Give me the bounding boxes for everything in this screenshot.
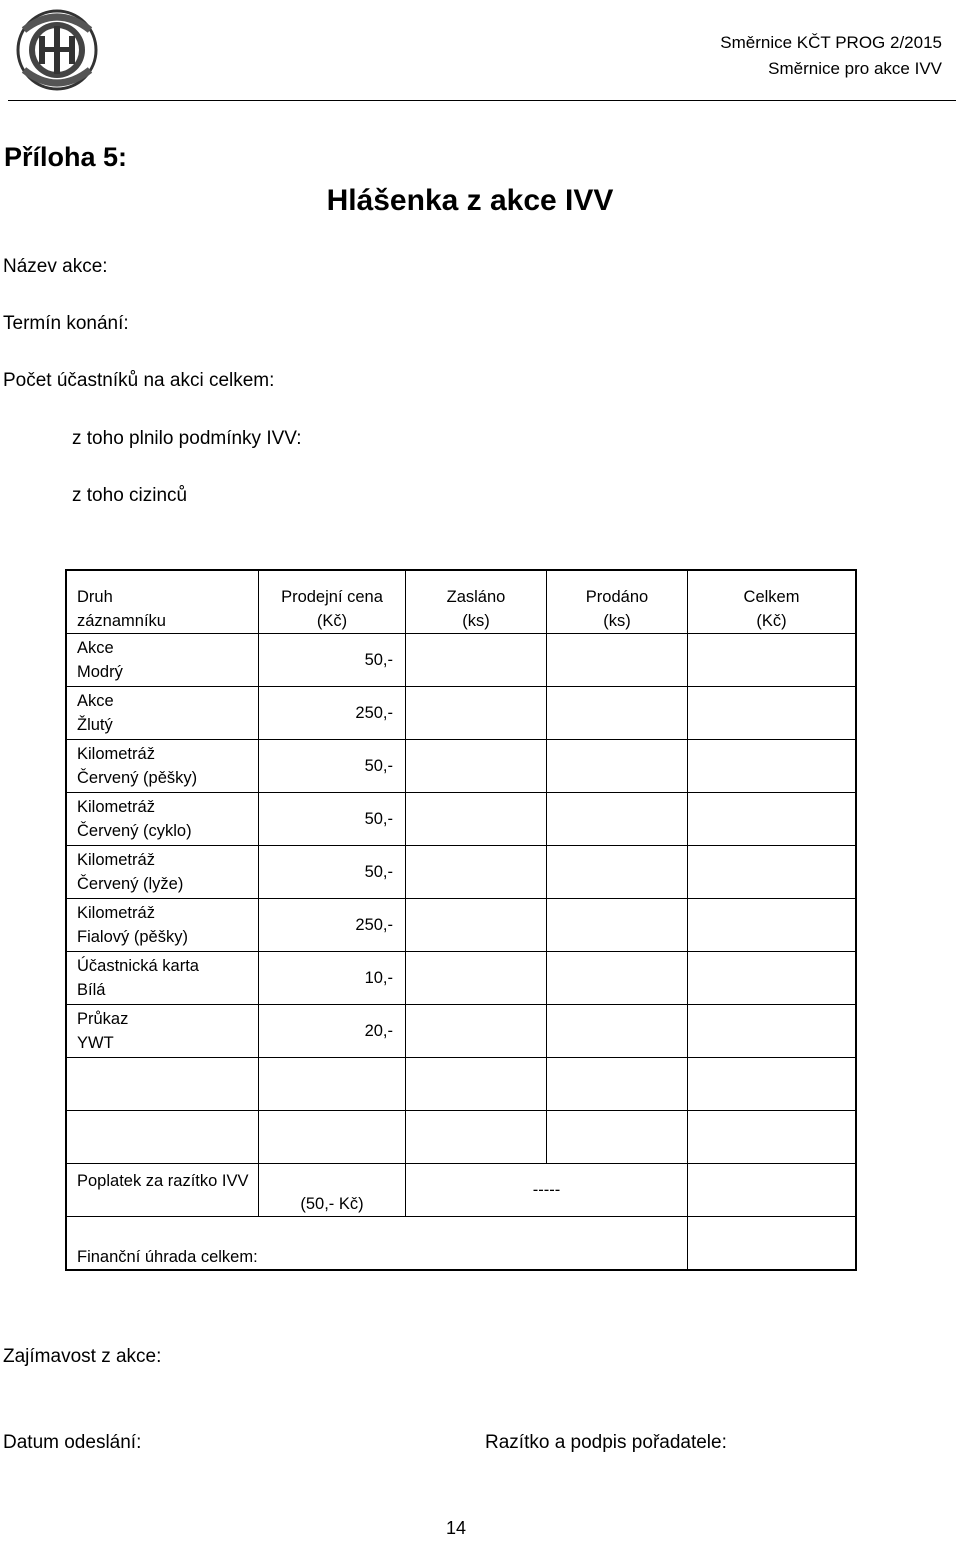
total-cell[interactable] <box>688 634 857 687</box>
table-row <box>66 952 856 1005</box>
price-cell: 50,- <box>259 740 406 793</box>
kct-logo <box>12 8 102 92</box>
sold-cell[interactable] <box>547 952 688 1005</box>
col-header-sent: Zasláno (ks) <box>406 570 547 634</box>
empty-cell[interactable] <box>66 1058 259 1111</box>
sold-cell[interactable] <box>547 793 688 846</box>
fee-label: Poplatek za razítko IVV <box>66 1164 259 1217</box>
grand-total-cell[interactable] <box>688 1217 857 1270</box>
col-header-total: Celkem (Kč) <box>688 570 857 634</box>
price-cell: 10,- <box>259 952 406 1005</box>
sold-cell[interactable] <box>547 1005 688 1058</box>
sent-date-label: Datum odeslání: <box>3 1432 142 1453</box>
empty-cell[interactable] <box>406 1111 547 1164</box>
type-cell: Průkaz YWT <box>66 1005 259 1058</box>
price-cell: 50,- <box>259 846 406 899</box>
total-label: Finanční úhrada celkem: <box>66 1217 688 1270</box>
empty-cell[interactable] <box>688 1111 857 1164</box>
total-cell[interactable] <box>688 952 857 1005</box>
sold-cell[interactable] <box>547 687 688 740</box>
fee-total-cell[interactable] <box>688 1164 857 1217</box>
form-title: Hlášenka z akce IVV <box>326 184 614 217</box>
sold-cell[interactable] <box>547 899 688 952</box>
fee-dash: ----- <box>406 1164 688 1217</box>
sent-cell[interactable] <box>406 793 547 846</box>
total-row <box>66 1217 856 1270</box>
empty-row <box>66 1111 856 1164</box>
table-row <box>66 899 856 952</box>
empty-cell[interactable] <box>406 1058 547 1111</box>
sent-cell[interactable] <box>406 740 547 793</box>
header-divider <box>8 100 956 101</box>
type-cell: Kilometráž Fialový (pěšky) <box>66 899 259 952</box>
stamp-signature-label: Razítko a podpis pořadatele: <box>485 1432 727 1453</box>
col-header-type: Druh záznamníku <box>66 570 259 634</box>
empty-cell[interactable] <box>547 1058 688 1111</box>
price-cell: 50,- <box>259 793 406 846</box>
interest-label: Zajímavost z akce: <box>3 1346 162 1367</box>
price-cell: 50,- <box>259 634 406 687</box>
empty-cell[interactable] <box>547 1111 688 1164</box>
empty-row <box>66 1058 856 1111</box>
empty-cell[interactable] <box>66 1111 259 1164</box>
total-cell[interactable] <box>688 793 857 846</box>
type-cell: Kilometráž Červený (cyklo) <box>66 793 259 846</box>
foreigners-label: z toho cizinců <box>72 485 188 506</box>
sent-cell[interactable] <box>406 899 547 952</box>
col-header-sold: Prodáno (ks) <box>547 570 688 634</box>
page-number: 14 <box>445 1518 467 1538</box>
table-row <box>66 1005 856 1058</box>
table-row <box>66 634 856 687</box>
sent-cell[interactable] <box>406 846 547 899</box>
empty-cell[interactable] <box>259 1111 406 1164</box>
table-row <box>66 687 856 740</box>
sent-cell[interactable] <box>406 952 547 1005</box>
type-cell: Kilometráž Červený (lyže) <box>66 846 259 899</box>
total-cell[interactable] <box>688 687 857 740</box>
sent-cell[interactable] <box>406 687 547 740</box>
type-cell: Kilometráž Červený (pěšky) <box>66 740 259 793</box>
empty-cell[interactable] <box>688 1058 857 1111</box>
col-header-price: Prodejní cena (Kč) <box>259 570 406 634</box>
total-cell[interactable] <box>688 740 857 793</box>
total-cell[interactable] <box>688 846 857 899</box>
header-directive-name: Směrnice pro akce IVV <box>768 59 942 78</box>
table-header-row <box>66 570 856 634</box>
type-cell: Účastnická karta Bílá <box>66 952 259 1005</box>
fee-row <box>66 1164 856 1217</box>
sold-cell[interactable] <box>547 634 688 687</box>
sent-cell[interactable] <box>406 634 547 687</box>
type-cell: Akce Modrý <box>66 634 259 687</box>
table-row <box>66 740 856 793</box>
sent-cell[interactable] <box>406 1005 547 1058</box>
sold-cell[interactable] <box>547 740 688 793</box>
report-table <box>65 569 857 1271</box>
table-row <box>66 793 856 846</box>
sold-cell[interactable] <box>547 846 688 899</box>
fee-price: (50,- Kč) <box>259 1164 406 1217</box>
header-directive-code: Směrnice KČT PROG 2/2015 <box>720 33 942 52</box>
attachment-title: Příloha 5: <box>4 142 128 172</box>
table-row <box>66 846 856 899</box>
price-cell: 250,- <box>259 899 406 952</box>
price-cell: 250,- <box>259 687 406 740</box>
type-cell: Akce Žlutý <box>66 687 259 740</box>
ivv-conditions-label: z toho plnilo podmínky IVV: <box>72 428 302 449</box>
event-name-label: Název akce: <box>3 256 108 277</box>
date-label: Termín konání: <box>3 313 129 334</box>
participants-label: Počet účastníků na akci celkem: <box>3 370 275 391</box>
total-cell[interactable] <box>688 1005 857 1058</box>
total-cell[interactable] <box>688 899 857 952</box>
price-cell: 20,- <box>259 1005 406 1058</box>
empty-cell[interactable] <box>259 1058 406 1111</box>
